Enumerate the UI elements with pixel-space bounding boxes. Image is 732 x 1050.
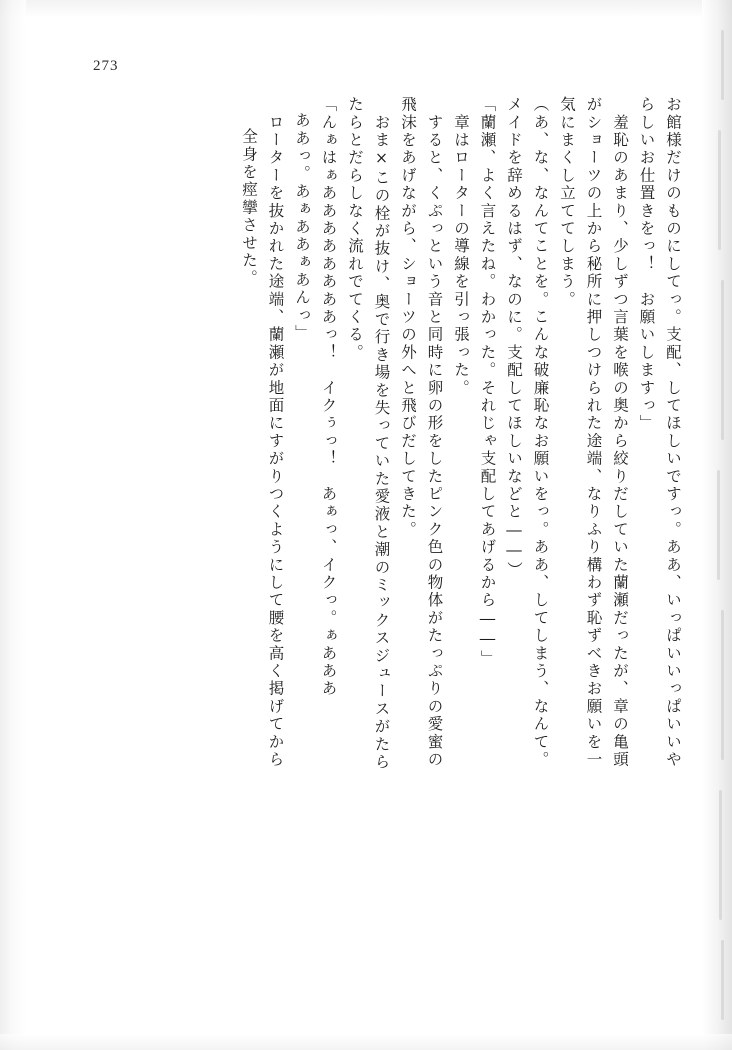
text-column: ああっ。あぁああぁあんっ」 <box>293 112 311 343</box>
page-edge-texture <box>717 470 720 580</box>
page-edge-shading-bottom <box>0 1034 732 1050</box>
text-column: （あ、な、なんてことを。こんな破廉恥なお願いをっ。ああ、してしまう、なんて。 <box>531 96 550 769</box>
text-column: 「んぁはぁああああああああっ！ イクぅっ！ あぁっ、イクっ。ぁあああ <box>319 96 338 698</box>
text-column: すると、くぷっという音と同時に卵の形をしたピンク色の物体がたっぷりの愛蜜の <box>425 96 444 769</box>
page-edge-shading-top <box>0 0 732 18</box>
text-column: 全身を痙攣させた。 <box>240 128 258 288</box>
text-column: 章はローターの導線を引っ張った。 <box>452 96 470 397</box>
text-column: たらとだらしなく流れでてくる。 <box>346 96 364 362</box>
text-column: メイドを辞めるはず、なのに。支配してほしいなどと――） <box>505 96 523 579</box>
page-number: 273 <box>93 58 119 74</box>
text-column: 気にまくし立ててしまう。 <box>558 96 576 309</box>
text-column: 飛沫をあげながら、ショーツの外へと飛びだしてきた。 <box>399 96 417 539</box>
text-column: ローターを抜かれた途端、蘭瀬が地面にすがりつくようにして腰を高く掲げてから <box>266 96 285 769</box>
page-edge-texture <box>719 790 722 920</box>
text-column: 「蘭瀬、よく言えたね。わかった。それじゃ支配してあげるから――」 <box>478 96 497 668</box>
page-edge-texture <box>721 940 724 1020</box>
text-column: がショーツの上から秘所に押しつけられた途端、なりふり構わず恥ずべきお願いを一 <box>584 96 603 769</box>
text-column: おま×この栓が抜け、奥で行き場を失っていた愛液と潮のミックスジュースがたら <box>372 96 391 772</box>
page-edge-shading-left <box>0 0 26 1050</box>
body-text-block <box>230 96 681 976</box>
text-column: らしいお仕置きをっ！ お願いしますっ」 <box>637 96 656 433</box>
text-column: お館様だけのものにしてっ。支配、してほしいですっ。ああ、いっぱいいっぱいいや <box>664 96 682 769</box>
page-edge-texture <box>721 610 724 760</box>
page-edge-texture <box>721 30 724 100</box>
page-edge-texture <box>718 130 721 250</box>
page-edge-texture <box>721 280 724 440</box>
text-column: 羞恥のあまり、少しずつ言葉を喉の奥から絞りだしていた蘭瀬だったが、章の亀頭 <box>611 96 629 769</box>
